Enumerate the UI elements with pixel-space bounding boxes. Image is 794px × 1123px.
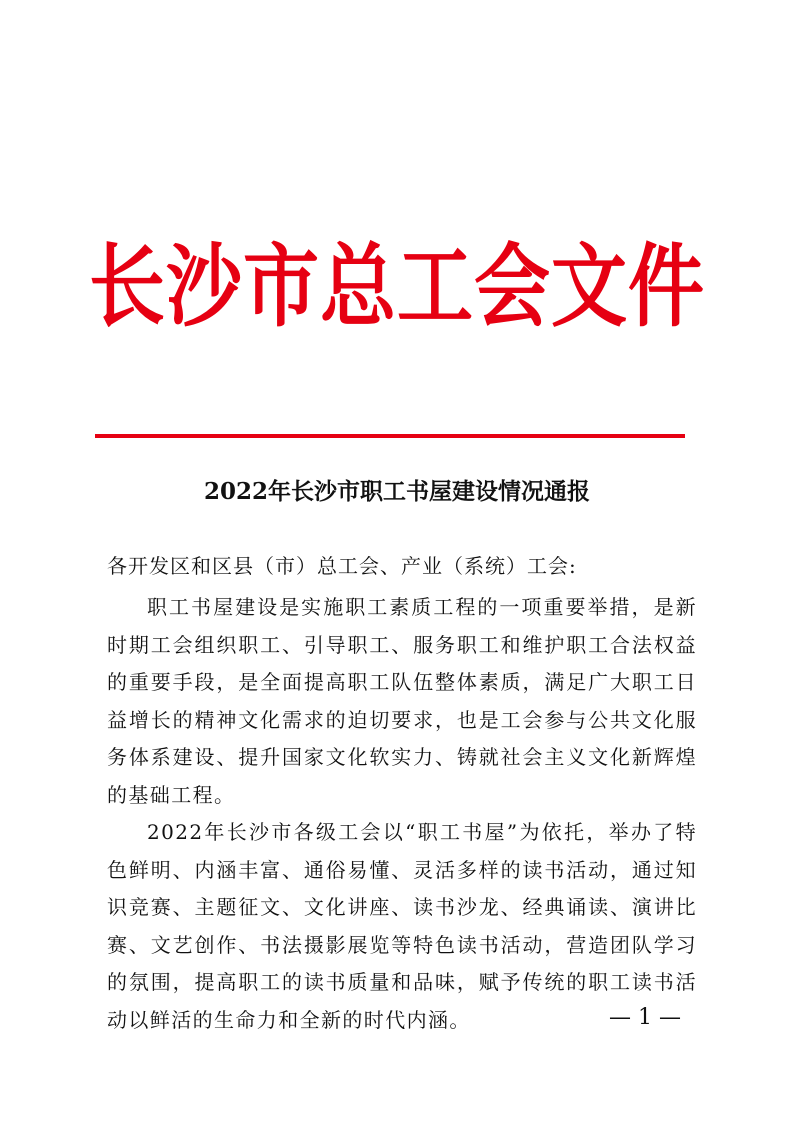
- page-number: — 1 —: [609, 1005, 681, 1030]
- body-text: [107, 589, 697, 1039]
- issuer-header: 长沙市总工会文件: [89, 233, 705, 339]
- red-divider-line: [95, 434, 685, 438]
- body-paragraph: 职工书屋建设是实施职工素质工程的一项重要举措，是新时期工会组织职工、引导职工、服务职工和维护职工合法权益的重要手段，是全面提高职工队伍整体素质，满足广大职工日益增长的精神文化需求的迫切要求，也是工会参与公共文化服务体系建设、提升国家文化软实力、铸就社会主义文化新辉煌的基础工程。: [107, 595, 697, 807]
- salutation: 各开发区和区县（市）总工会、产业（系统）工会:: [107, 554, 577, 578]
- body-paragraph: 2022年长沙市各级工会以“职工书屋”为依托，举办了特色鲜明、内涵丰富、通俗易懂、灵活多样的读书活动，通过知识竞赛、主题征文、文化讲座、读书沙龙、经典诵读、演讲比赛、文艺创作、书法摄影展览等特色读书活动，营造团队学习的氛围，提高职工的读书质量和品味，赋予传统的职工读书活动以鲜活的生命力和全新的时代内涵。: [107, 820, 697, 1032]
- document-title: 2022年长沙市职工书屋建设情况通报: [203, 478, 590, 505]
